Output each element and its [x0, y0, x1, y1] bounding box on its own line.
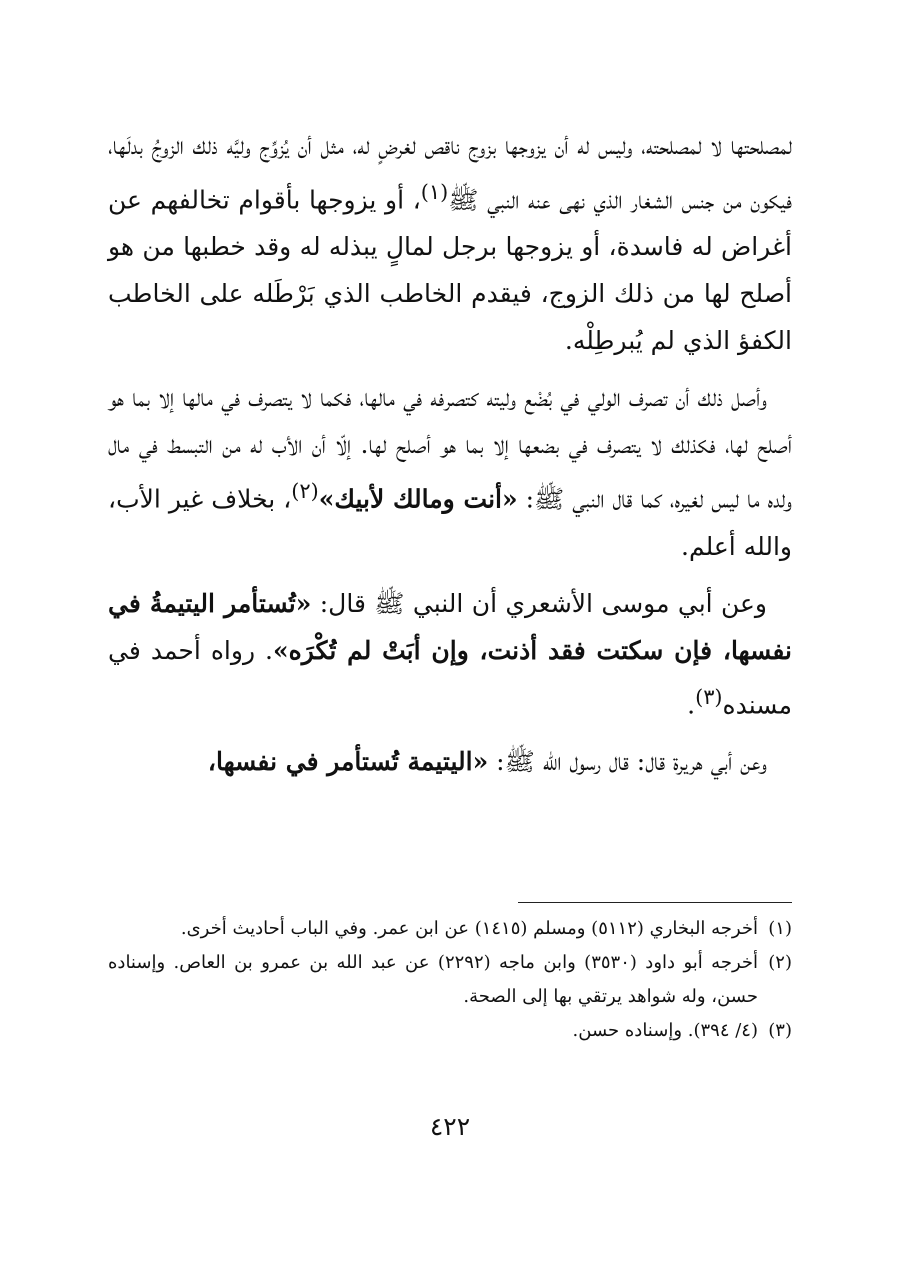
paragraph: [108, 122, 792, 364]
footnote: [108, 1014, 792, 1048]
text-segment: ، بخلاف غير الأب، والله أعلم.: [108, 484, 792, 561]
text-segment: ، أو يزوجها بأقوام تخالفهم عن أغراض له فاسدة، أو يزوجها برجل لمالٍ يبذله له وقد خطبها من هو أصلح لها من ذلك الزوج، فيقدم الخاطب الذي بَرْطَله على الخاطب الكفؤ الذي لم يُبرطِلْه.: [108, 185, 792, 356]
footnote-separator: [518, 902, 792, 903]
page-number: ٤٢٢: [429, 1112, 471, 1141]
text-segment: وعن أبي هريرة قال: قال رسول الله ﷺ:: [488, 746, 767, 776]
hadith-quote: «أنت ومالك لأبيك»: [318, 484, 518, 514]
footnotes: [108, 912, 792, 1048]
footnote: [108, 912, 792, 946]
footnote: [108, 946, 792, 1014]
footnote-text: أخرجه البخاري (٥١١٢) ومسلم (١٤١٥) عن ابن عمر. وفي الباب أحاديث أخرى.: [180, 918, 758, 939]
footnote-number: (١): [768, 918, 792, 939]
text-segment: وأصل ذلك أن تصرف الولي في بُضْع وليته كتصرفه في مالها، فكما لا يتصرف في مالها إلا بما هو أصلح لها، فكذلك لا يتصرف في بضعها إلا بما هو أصلح لها. إلّا أن الأب له من التبسط في مال ولده ما ليس لغيره، كما قال النبي ﷺ:: [108, 383, 793, 514]
footnote-number: (٣): [768, 1020, 792, 1041]
paragraph: [108, 738, 792, 785]
hadith-quote: «تُستأمر اليتيمةُ في نفسها، فإن سكتت فقد أذنت، وإن أبَتْ لم تُكْرَه»: [108, 588, 792, 665]
text-segment: . رواه أحمد في مسنده: [108, 635, 792, 719]
footnote-text: (٤/ ٣٩٤). وإسناده حسن.: [572, 1020, 758, 1041]
paragraph: [108, 374, 792, 569]
main-text: [108, 122, 792, 785]
footnote-ref: (٣): [695, 684, 723, 709]
text-segment: .: [687, 689, 696, 719]
paragraph: [108, 580, 792, 728]
footnote-text: أخرجه أبو داود (٣٥٣٠) وابن ماجه (٢٢٩٢) عن عبد الله بن عمرو بن العاص. وإسناده حسن، وله شواهد يرتقي بها إلى الصحة.: [108, 952, 758, 1007]
footnote-number: (٢): [768, 952, 792, 973]
footnote-ref: (٢): [291, 479, 319, 504]
text-segment: وعن أبي موسى الأشعري أن النبي ﷺ قال:: [311, 588, 767, 618]
text-segment: لمصلحتها لا لمصلحته، وليس له أن يزوجها بزوج ناقص لغرضٍ له، مثل أن يُزوِّج وليَّه ذلك الزوجُ بدلَها، فيكون من جنس الشغار الذي نهى عنه النبي ﷺ: [108, 131, 792, 215]
hadith-quote: «اليتيمة تُستأمر في نفسها،: [207, 746, 489, 776]
footnote-ref: (١): [420, 180, 449, 204]
